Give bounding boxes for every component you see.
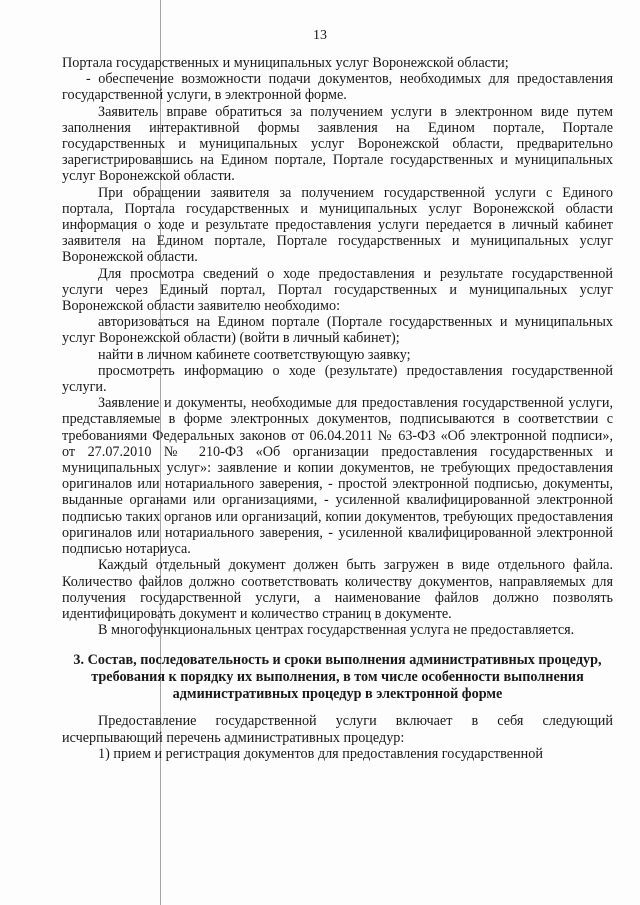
list-item-bullet: - обеспечение возможности подачи документов, необходимых для предоставления государственной услуги, в электронной форме. bbox=[62, 71, 613, 104]
paragraph: Заявитель вправе обратиться за получением услуги в электронном виде путем заполнения интерактивной формы заявления на Едином портале, Портале государственных и муниципальных услуг Воронежской области, предварительно зарегистрировавшись на Едином портале, Портале государственных и муниципальных услуг Воронежской области. bbox=[62, 103, 613, 185]
paragraph: При обращении заявителя за получением государственной услуги с Единого портала, Портала государственных и муниципальных услуг Воронежской области информация о ходе и результате предоставления услуги передается в личный кабинет заявителя на Едином портале, Портале государственных и муниципальных услуг Воронежской области. bbox=[62, 184, 613, 266]
paragraph: Для просмотра сведений о ходе предоставления и результате государственной услуги через Единый портал, Портал государственных и муниципальных услуг Воронежской области заявителю необходимо: bbox=[62, 265, 613, 315]
section-heading: 3. Состав, последовательность и сроки выполнения административных процедур, требования к порядку их выполнения, в том числе особенности выполнения административных процедур в электронной форме bbox=[73, 652, 602, 703]
paragraph: Портала государственных и муниципальных услуг Воронежской области; bbox=[62, 55, 509, 71]
list-item-numbered: 1) прием и регистрация документов для предоставления государственной bbox=[98, 745, 543, 762]
paragraph: Заявление и документы, необходимые для предоставления государственной услуги, представляемые в форме электронных документов, подписываются в соответствии с требованиями Федеральных законов от 06.04.2011 № 63-ФЗ «Об электронной подписи», от 27.07.2010 № 210-ФЗ «Об организации предоставления государственных и муниципальных услуг»: заявление и копии документов, не требующих предоставления оригиналов или нотариального заверения, - простой электронной подписью, документы, выданные органами или организациями, - усиленной квалифицированной электронной подписью таких органов или организаций, копии документов, требующих предоставления оригиналов или нотариального заверения, - усиленной квалифицированной электронной подписью нотариуса. bbox=[62, 395, 613, 558]
paragraph: Предоставление государственной услуги включает в себя следующий исчерпывающий перечень административных процедур: bbox=[62, 713, 613, 746]
list-item: просмотреть информацию о ходе (результате) предоставления государственной услуги. bbox=[62, 362, 613, 396]
list-item: найти в личном кабинете соответствующую заявку; bbox=[98, 346, 411, 363]
paragraph: В многофункциональных центрах государственная услуга не предоставляется. bbox=[98, 622, 575, 639]
document-body bbox=[62, 55, 613, 762]
page-number: 13 bbox=[313, 28, 327, 43]
list-item: авторизоваться на Едином портале (Портале государственных и муниципальных услуг Воронежской области) (войти в личный кабинет); bbox=[62, 314, 613, 347]
paragraph: Каждый отдельный документ должен быть загружен в виде отдельного файла. Количество файлов должно соответствовать количеству документов, направляемых для получения государственной услуги, а наименование файлов должно позволять идентифицировать документ и количество страниц в документе. bbox=[62, 557, 613, 622]
